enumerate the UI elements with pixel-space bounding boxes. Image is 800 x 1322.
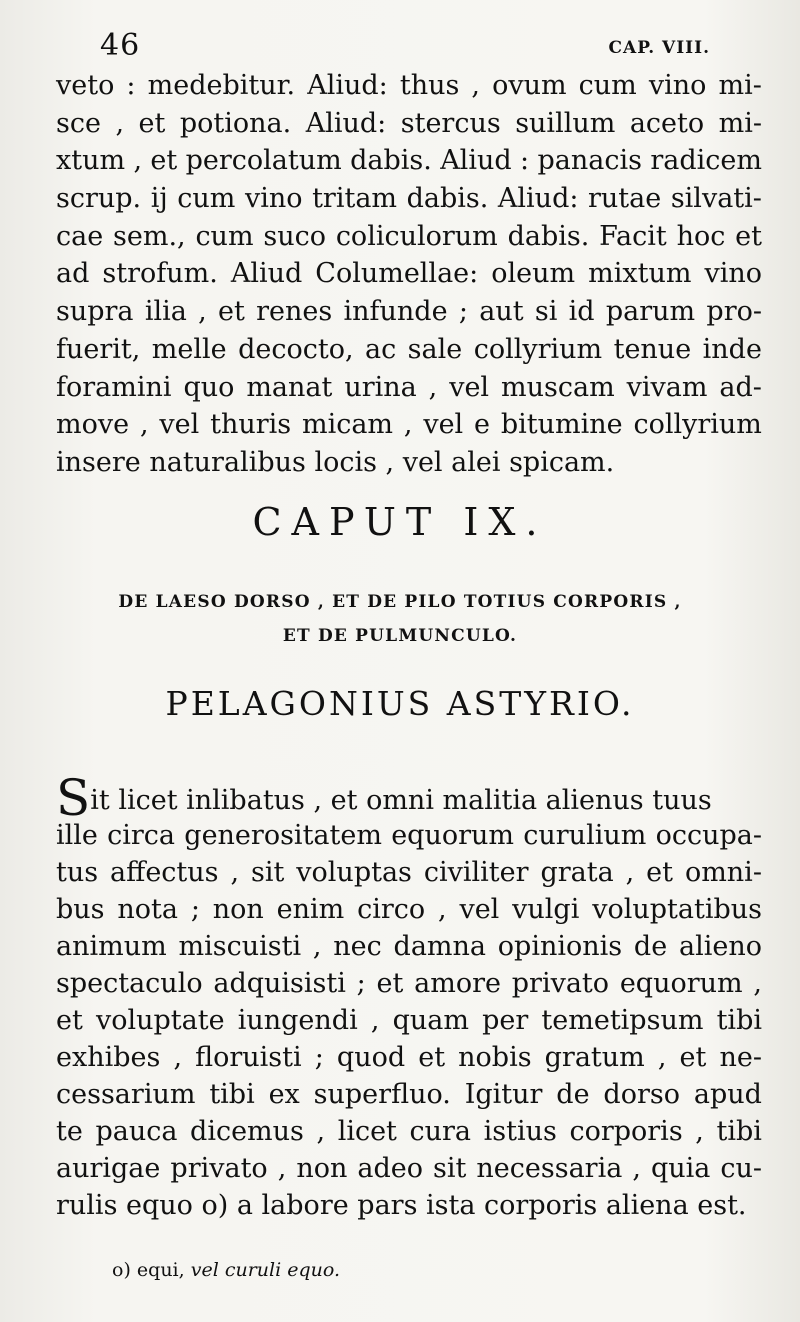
text-line: xtum , et percolatum dabis. Aliud : panacis radicem bbox=[56, 145, 762, 177]
drop-cap: S bbox=[56, 769, 91, 827]
chapter-subtitle-line: ET DE PULMUNCULO. bbox=[282, 626, 518, 646]
text-line: exhibes , floruisti ; quod et nobis gratum , et ne- bbox=[56, 1042, 762, 1073]
text-line: cessarium tibi ex superfluo. Igitur de dorso apud bbox=[56, 1079, 762, 1110]
first-line-rest: it licet inlibatus , et omni malitia alienus tuus bbox=[90, 785, 712, 816]
footnote-marker: o) bbox=[112, 1259, 131, 1281]
text-line bbox=[56, 769, 762, 827]
chapter-reference: CAP. VIII. bbox=[608, 38, 710, 58]
text-line: tus affectus , sit voluptas civiliter grata , et omni- bbox=[56, 857, 762, 888]
paragraph-2 bbox=[56, 769, 762, 1224]
text-line: et voluptate iungendi , quam per temetipsum tibi bbox=[56, 1005, 762, 1036]
text-line: foramini quo manat urina , vel muscam vivam ad- bbox=[56, 371, 762, 403]
page-number: 46 bbox=[100, 28, 141, 63]
text-line: scrup. ij cum vino tritam dabis. Aliud: rutae silvati- bbox=[56, 183, 762, 215]
text-line: fuerit, melle decocto, ac sale collyrium tenue inde bbox=[56, 333, 762, 365]
footnote-text-italic: vel curuli equo. bbox=[190, 1259, 340, 1281]
footnote bbox=[112, 1256, 340, 1284]
footnote-text: equi, bbox=[136, 1259, 185, 1281]
text-line: spectaculo adquisisti ; et amore privato equorum , bbox=[56, 968, 762, 999]
text-line: ille circa generositatem equorum curulium occupa- bbox=[56, 820, 762, 851]
text-line: veto : medebitur. Aliud: thus , ovum cum vino mi- bbox=[56, 70, 762, 101]
text-line: sce , et potiona. Aliud: stercus suillum aceto mi- bbox=[56, 107, 762, 139]
running-head bbox=[100, 28, 710, 64]
chapter-subtitle-line: DE LAESO DORSO , ET DE PILO TOTIUS CORPORIS , bbox=[118, 592, 682, 612]
chapter-subtitle bbox=[0, 585, 800, 653]
chapter-heading: CAPUT IX. bbox=[252, 500, 548, 544]
text-line: insere naturalibus locis , vel alei spicam. bbox=[56, 446, 615, 478]
text-line: aurigae privato , non adeo sit necessaria , quia cu- bbox=[56, 1153, 762, 1184]
text-line: bus nota ; non enim circo , vel vulgi voluptatibus bbox=[56, 894, 762, 925]
text-line: supra ilia , et renes infunde ; aut si id parum pro- bbox=[56, 296, 762, 328]
text-line: animum miscuisti , nec damna opinionis de alieno bbox=[56, 931, 762, 962]
paragraph-1 bbox=[56, 67, 762, 482]
text-line: te pauca dicemus , licet cura istius corporis , tibi bbox=[56, 1116, 762, 1147]
author-heading: PELAGONIUS ASTYRIO. bbox=[165, 684, 635, 723]
text-line: move , vel thuris micam , vel e bitumine collyrium bbox=[56, 409, 762, 441]
text-line: cae sem., cum suco coliculorum dabis. Facit hoc et bbox=[56, 220, 762, 252]
text-line: ad strofum. Aliud Columellae: oleum mixtum vino bbox=[56, 258, 762, 290]
text-line: rulis equo o) a labore pars ista corporis aliena est. bbox=[56, 1190, 747, 1221]
first-line bbox=[56, 769, 712, 827]
